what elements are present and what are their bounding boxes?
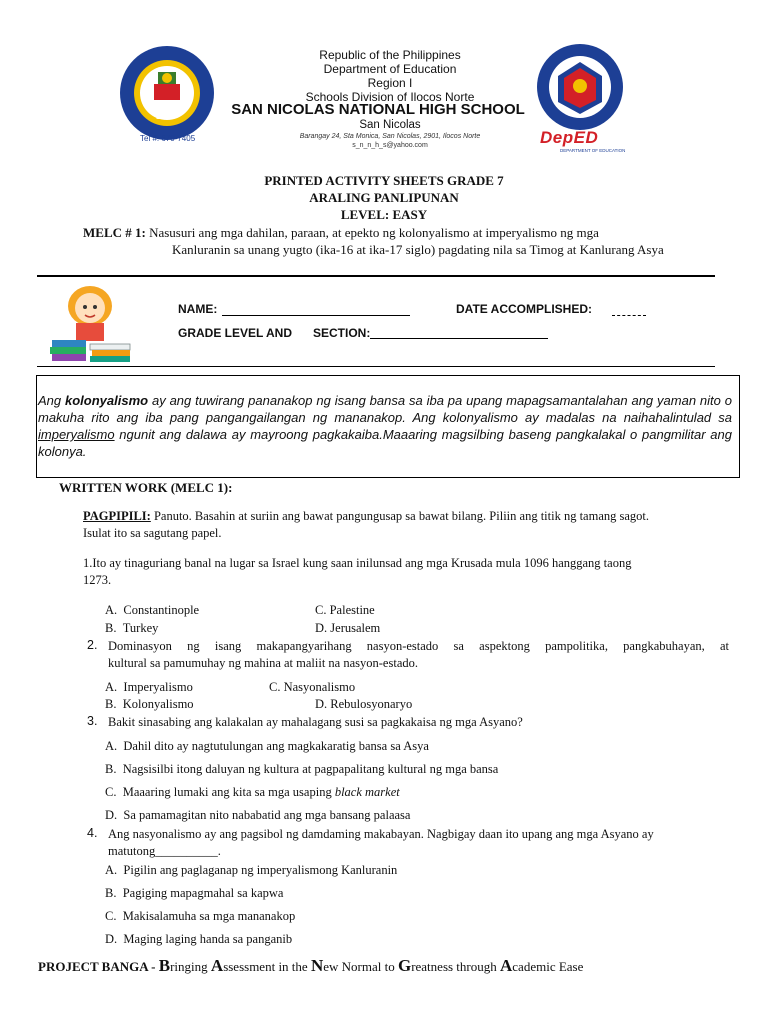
option-text: Sa pamamagitan nito nababatid ang mga bansang palaasa bbox=[123, 808, 411, 822]
date-accomplished-label: DATE ACCOMPLISHED: bbox=[456, 302, 592, 316]
italic-term: black market bbox=[334, 785, 400, 799]
project-banga-footer bbox=[38, 956, 583, 976]
seal-year: 1966 bbox=[156, 114, 172, 121]
melc-line-1 bbox=[83, 225, 599, 241]
footer-cap-b: B bbox=[158, 956, 171, 975]
melc-label: MELC # 1: bbox=[83, 225, 146, 240]
footer-word-5: cademic Ease bbox=[512, 959, 584, 974]
name-field[interactable] bbox=[222, 315, 410, 316]
option-2a[interactable] bbox=[105, 680, 193, 695]
option-letter: D. bbox=[315, 621, 328, 635]
date-field[interactable] bbox=[612, 315, 646, 316]
question-1-line-2: 1273. bbox=[83, 573, 112, 587]
deped-wordmark bbox=[540, 128, 598, 148]
title-line-3: LEVEL: EASY bbox=[340, 207, 428, 222]
question-4: Ang nasyonalismo ay ang pagsibol ng damdaming makabayan. Nagbigay daan ito upang ang mga Asyano ay bbox=[108, 827, 654, 841]
school-name: SAN NICOLAS NATIONAL HIGH SCHOOL bbox=[231, 101, 525, 118]
option-letter: A. bbox=[105, 739, 118, 753]
option-letter: A. bbox=[105, 603, 118, 617]
option-text: Jerusalem bbox=[330, 621, 381, 635]
option-text: Imperyalismo bbox=[123, 680, 193, 694]
option-text: Nasyonalismo bbox=[283, 680, 356, 694]
footer-word-1: ringing bbox=[170, 959, 211, 974]
instructions-text-1: Panuto. Basahin at suriin ang bawat pangungusap sa bawat bilang. Piliin ang titik ng tamang sagot. bbox=[150, 509, 650, 523]
option-3a[interactable] bbox=[105, 739, 429, 754]
option-3b[interactable] bbox=[105, 762, 498, 777]
option-2c[interactable] bbox=[269, 680, 355, 695]
option-letter: B. bbox=[105, 762, 117, 776]
question-2: Dominasyon ng isang makapangyarihang nasyon-estado sa aspektong pampolitika, pangkabuhayan, at bbox=[108, 639, 729, 653]
option-text: Maaaring lumaki ang kita sa mga usaping bbox=[122, 785, 335, 799]
option-letter: D. bbox=[105, 808, 118, 822]
option-letter: D. bbox=[105, 932, 118, 946]
option-3c[interactable] bbox=[105, 785, 400, 800]
title-line-1: PRINTED ACTIVITY SHEETS GRADE 7 bbox=[264, 173, 504, 188]
option-letter: C. bbox=[269, 680, 281, 694]
option-text: Rebulosyonaryo bbox=[330, 697, 413, 711]
question-4-number: 4. bbox=[87, 826, 98, 840]
question-2-number: 2. bbox=[87, 638, 98, 652]
question-3-number: 3. bbox=[87, 714, 98, 728]
instructions-line-1 bbox=[83, 508, 649, 525]
keyword-imperyalismo: imperyalismo bbox=[38, 427, 115, 442]
email-line: s_n_n_h_s@yahoo.com bbox=[352, 142, 428, 149]
option-text: Maging laging handa sa panganib bbox=[123, 932, 293, 946]
question-number: 1. bbox=[83, 556, 93, 570]
deped-seal-logo bbox=[532, 42, 628, 132]
telephone-number: Tel #: 670-7405 bbox=[140, 134, 196, 143]
footer-cap-g: G bbox=[397, 956, 412, 975]
title-line-2: ARALING PANLIPUNAN bbox=[309, 190, 459, 205]
address-line: Barangay 24, Sta Monica, San Nicolas, 2901, Ilocos Norte bbox=[299, 133, 481, 140]
option-1a[interactable] bbox=[105, 603, 199, 618]
option-letter: B. bbox=[105, 697, 117, 711]
option-letter: A. bbox=[105, 680, 118, 694]
option-text: Nagsisilbi itong daluyan ng kultura at pagpapalitang kultural ng mga bansa bbox=[122, 762, 499, 776]
option-text: Makisalamuha sa mga mananakop bbox=[122, 909, 296, 923]
melc-line-2: Kanluranin sa unang yugto (ika-16 at ika-17 siglo) pagdating nila sa Timog at Kanlurang Asya bbox=[172, 242, 664, 257]
option-2d[interactable] bbox=[315, 697, 412, 712]
option-letter: B. bbox=[105, 886, 117, 900]
option-text: Turkey bbox=[122, 621, 159, 635]
option-text: Kolonyalismo bbox=[122, 697, 194, 711]
footer-word-3: ew Normal to bbox=[323, 959, 398, 974]
deped-text: DepED bbox=[540, 128, 599, 147]
footer-prefix: PROJECT BANGA - bbox=[38, 959, 159, 974]
instructions-line-2: Isulat ito sa sagutang papel. bbox=[83, 526, 222, 540]
keyword-kolonyalismo: kolonyalismo bbox=[65, 393, 149, 408]
option-2b[interactable] bbox=[105, 697, 194, 712]
instructions-label: PAGPIPILI: bbox=[83, 509, 151, 523]
option-letter: C. bbox=[105, 785, 117, 799]
option-text: Pagiging mapagmahal sa kapwa bbox=[122, 886, 284, 900]
option-letter: B. bbox=[105, 621, 117, 635]
republic-line: Republic of the Philippines bbox=[319, 48, 461, 62]
divider-top bbox=[37, 275, 715, 277]
option-1b[interactable] bbox=[105, 621, 158, 636]
footer-word-2: ssessment in the bbox=[223, 959, 311, 974]
melc-text-1: Nasusuri ang mga dahilan, paraan, at epekto ng kolonyalismo at imperyalismo ng mga bbox=[145, 225, 599, 240]
name-label: NAME: bbox=[178, 302, 218, 316]
option-4d[interactable] bbox=[105, 932, 292, 947]
option-text: Pigilin ang paglaganap ng imperyalismong Kanluranin bbox=[123, 863, 398, 877]
town-line: San Nicolas bbox=[359, 119, 421, 131]
student-illustration bbox=[46, 278, 136, 370]
grade-level-label: GRADE LEVEL AND bbox=[178, 326, 293, 340]
section-field[interactable] bbox=[370, 338, 548, 339]
option-letter: C. bbox=[105, 909, 117, 923]
footer-word-4: reatness through bbox=[411, 959, 500, 974]
question-4-line-2: matutong__________. bbox=[108, 844, 221, 858]
question-1 bbox=[83, 555, 715, 572]
option-letter: D. bbox=[315, 697, 328, 711]
definition-text-1: Ang bbox=[38, 393, 66, 408]
option-letter: A. bbox=[105, 863, 118, 877]
division-line: Schools Division of Ilocos Norte bbox=[305, 90, 475, 104]
option-4c[interactable] bbox=[105, 909, 295, 924]
question-text: Ito ay tinaguriang banal na lugar sa Israel kung saan inilunsad ang mga Krusada mula 1096 hanggang taong bbox=[92, 556, 632, 570]
option-1d[interactable] bbox=[315, 621, 380, 636]
footer-cap-n: N bbox=[310, 956, 324, 975]
option-4b[interactable] bbox=[105, 886, 283, 901]
footer-cap-a: A bbox=[210, 956, 224, 975]
divider-bottom bbox=[37, 366, 715, 367]
option-1c[interactable] bbox=[315, 603, 375, 618]
question-3: Bakit sinasabing ang kalakalan ay mahalagang susi sa pagkakaisa ng mga Asyano? bbox=[108, 715, 523, 729]
option-3d[interactable] bbox=[105, 808, 410, 823]
school-seal-logo bbox=[118, 44, 216, 142]
option-text: Palestine bbox=[329, 603, 375, 617]
definition-text-3: ngunit ang dalawa ay mayroong pagkakaiba.Maaaring magsilbing baseng pangkalakal o pangmilitar ang kolonya. bbox=[38, 427, 732, 459]
option-text: Constantinople bbox=[123, 603, 200, 617]
deped-subtext: DEPARTMENT OF EDUCATION bbox=[560, 148, 626, 153]
definition-text-2: ay ang tuwirang pananakop ng isang bansa sa iba pa upang mapagsamantalahan ang yaman nito o makuha rito ang iba pang pangangailangan ng mananakop. Ang kolonyalismo ay madalas na naihahalintulad sa bbox=[38, 393, 732, 425]
question-2-line-2: kultural sa pamumuhay ng mahina at maliit na nasyon-estado. bbox=[108, 656, 418, 670]
option-4a[interactable] bbox=[105, 863, 397, 878]
region-line: Region I bbox=[367, 76, 413, 90]
footer-cap-a2: A bbox=[500, 956, 513, 975]
option-text: Dahil dito ay nagtutulungan ang magkakaratig bansa sa Asya bbox=[123, 739, 429, 753]
option-letter: C. bbox=[315, 603, 327, 617]
section-label: SECTION: bbox=[313, 326, 371, 340]
written-work-heading: WRITTEN WORK (MELC 1): bbox=[59, 480, 233, 495]
definition-paragraph bbox=[38, 392, 732, 460]
department-line: Department of Education bbox=[323, 62, 457, 76]
